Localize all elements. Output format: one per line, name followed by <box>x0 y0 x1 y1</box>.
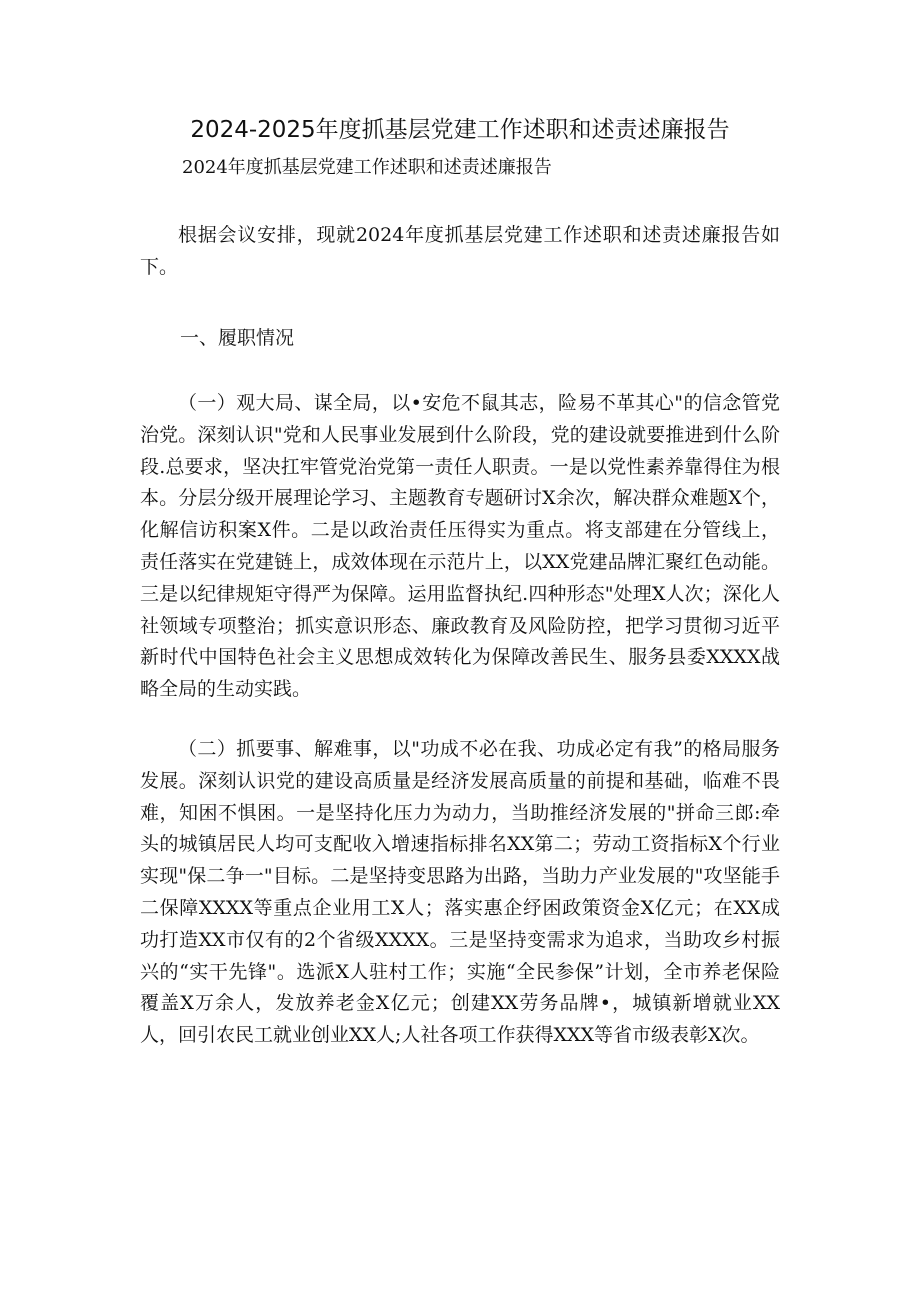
body-paragraph-2: （二）抓要事、解难事，以"功成不必在我、功成必定有我”的格局服务发展。深刻认识党的建设高质量是经济发展高质量的前提和基础，临难不畏难，知困不惧困。一是坚持化压力为动力，当助推经济发展的"拼命三郎:牵头的城镇居民人均可支配收入增速指标排名XX第二；劳动工资指标X个行业实现"保二争一"目标。二是坚持变思路为出路，当助力产业发展的"攻坚能手二保障XXXX等重点企业用工X人；落实惠企纾困政策资金X亿元；在XX成功打造XX市仅有的2个省级XXXX。三是坚持变需求为追求，当助攻乡村振兴的“实干先锋"。选派X人驻村工作；实施“全民参保”计划，全市养老保险覆盖X万余人，发放养老金X亿元；创建XX劳务品牌•，城镇新增就业XX人，回引农民工就业创业XX人;人社各项工作获得XXX等省市级表彰X次。 <box>140 738 780 1047</box>
body-paragraph-1: （一）观大局、谋全局，以•安危不鼠其志，险易不革其心"的信念管党治党。深刻认识"党和人民事业发展到什么阶段，党的建设就要推进到什么阶段.总要求，坚决扛牢管党治党第一责任人职责。一是以党性素养靠得住为根本。分层分级开展理论学习、主题教育专题研讨X余次，解决群众难题X个，化解信访积案X件。二是以政治责任压得实为重点。将支部建在分管线上，责任落实在党建链上，成效体现在示范片上，以XX党建品牌汇聚红色动能。三是以纪律规矩守得严为保障。运用监督执纪.四种形态"处理X人次；深化人社领域专项整治；抓实意识形态、廉政教育及风险防控，把学习贯彻习近平新时代中国特色社会主义思想成效转化为保障改善民生、服务县委XXXX战略全局的生动实践。 <box>140 392 780 701</box>
document-subtitle: 2024年度抓基层党建工作述职和述责述廉报告 <box>182 157 552 178</box>
intro-paragraph: 根据会议安排，现就2024年度抓基层党建工作述职和述责述廉报告如下。 <box>140 224 780 278</box>
document-title: 2024-2025年度抓基层党建工作述职和述责述廉报告 <box>190 117 730 143</box>
section-heading: 一、履职情况 <box>180 327 295 349</box>
